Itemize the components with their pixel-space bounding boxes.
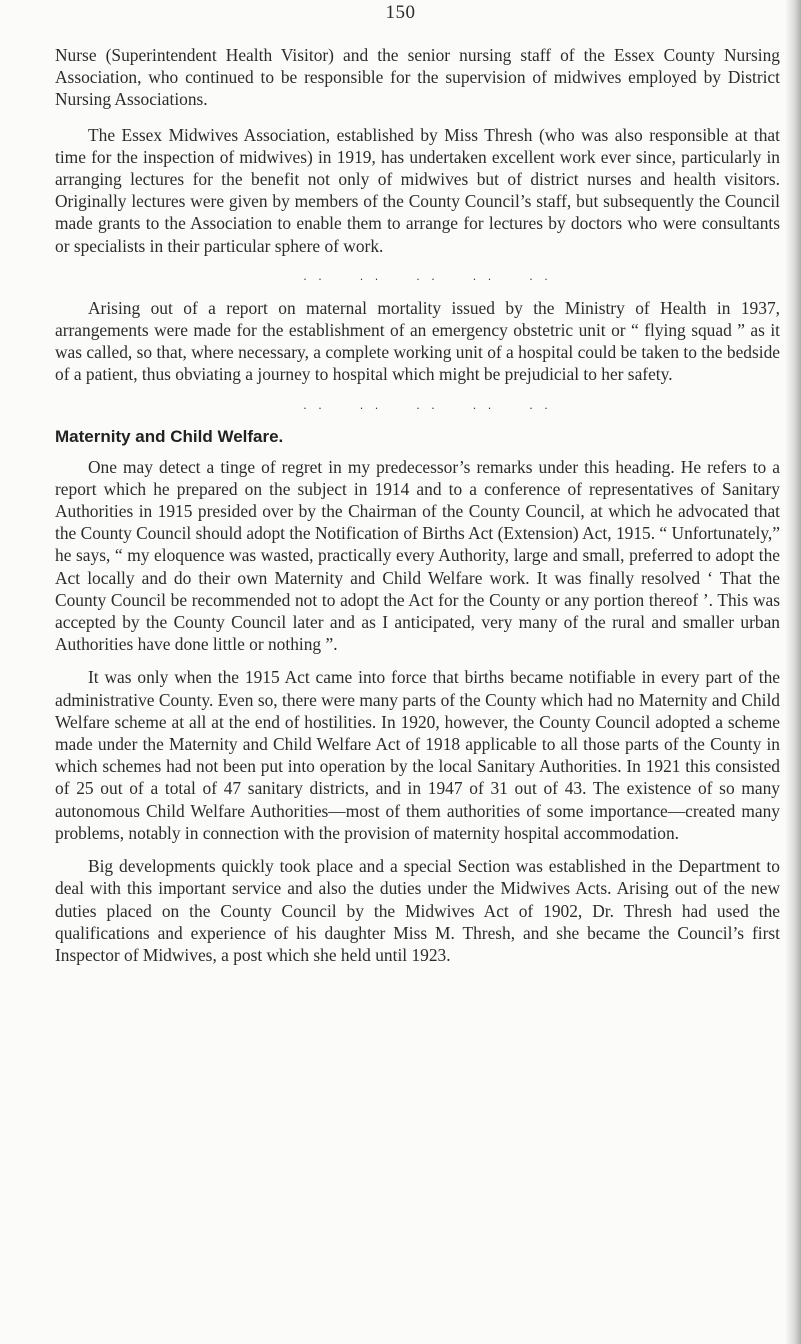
divider-dots: . . [416, 270, 439, 284]
section-divider [55, 257, 780, 297]
divider-dots: . . [359, 399, 383, 413]
paragraph-big-developments: Big developments quickly took place and a special Section was established in the Department to deal with this important service and also the duties under the Midwives Acts. Arising out of the new duties placed on the County Council by the Midwives Act of 1902, Dr. Thresh had used the qualifications and experience of his daughter Miss M. Thresh, and she became the Council’s first Inspector of Midwives, a post which she held until 1923. [55, 856, 780, 965]
paragraph-nursing-staff: Nurse (Superintendent Health Visitor) and the senior nursing staff of the Essex County Nursing Association, who continued to be responsible for the supervision of midwives employed by District Nursing Associations. [55, 45, 780, 110]
divider-dots: . . [529, 399, 552, 413]
divider-dots: . . [303, 270, 326, 284]
divider-dots: . . [303, 399, 326, 413]
section-divider [55, 386, 780, 426]
page-number: 150 [385, 2, 416, 23]
divider-dots: . . [472, 399, 496, 413]
divider-dots: . . [416, 399, 439, 413]
divider-dots: . . [472, 270, 496, 284]
paragraph-predecessor-remarks: One may detect a tinge of regret in my predecessor’s remarks under this heading. He refers to a report which he prepared on the subject in 1914 and to a conference of representatives of Sanitary Authorities in 1915 presided over by the Chairman of the County Council, at which he advocated that the County Council should adopt the Notification of Births Act (Extension) Act, 1915. “ Unfortunately,” he says, “ my eloquence was wasted, practically every Authority, large and small, preferred to adopt the Act locally and do their own Maternity and Child Welfare work. It was finally resolved ‘ That the County Council be recommended not to adopt the Act for the County or any portion thereof ’. This was accepted by the County Council later and as I anticipated, very many of the rural and smaller urban Authorities have done little or nothing ”. [55, 456, 780, 655]
divider-dots: . . [529, 270, 552, 284]
page-body [55, 44, 780, 966]
divider-dots: . . [359, 270, 383, 284]
paragraph-midwives-association: The Essex Midwives Association, established by Miss Thresh (who was also responsible at that time for the inspection of midwives) in 1919, has undertaken excellent work ever since, particularly in arranging lectures for the benefit not only of midwives but of district nurses and health visitors. Originally lectures were given by members of the County Council’s staff, but subsequently the Council made grants to the Association to enable them to arrange for lectures by doctors who were consultants or specialists in their particular sphere of work. [55, 124, 780, 256]
paragraph-flying-squad: Arising out of a report on maternal mortality issued by the Ministry of Health in 1937, arrangements were made for the establishment of an emergency obstetric unit or “ flying squad ” as it was called, so that, where necessary, a complete working unit of a hospital could be taken to the bedside of a patient, thus obviating a journey to hospital which might be prejudicial to her safety. [55, 297, 780, 385]
paragraph-1915-act: It was only when the 1915 Act came into force that births became notifiable in every part of the administrative County. Even so, there were many parts of the County which had no Maternity and Child Welfare scheme at all at the end of hostilities. In 1920, however, the County Council adopted a scheme made under the Maternity and Child Welfare Act of 1918 applicable to all those parts of the County in which schemes had not been put into operation by the local Sanitary Authorities. In 1921 this consisted of 25 out of a total of 47 sanitary districts, and in 1947 of 31 out of 43. The existence of so many autonomous Child Welfare Authorities—most of them authorities of some importance—created many problems, notably in connection with the provision of maternity hospital accommodation. [55, 667, 780, 843]
page-edge-shadow [785, 0, 801, 1344]
section-heading: Maternity and Child Welfare. [55, 426, 284, 446]
